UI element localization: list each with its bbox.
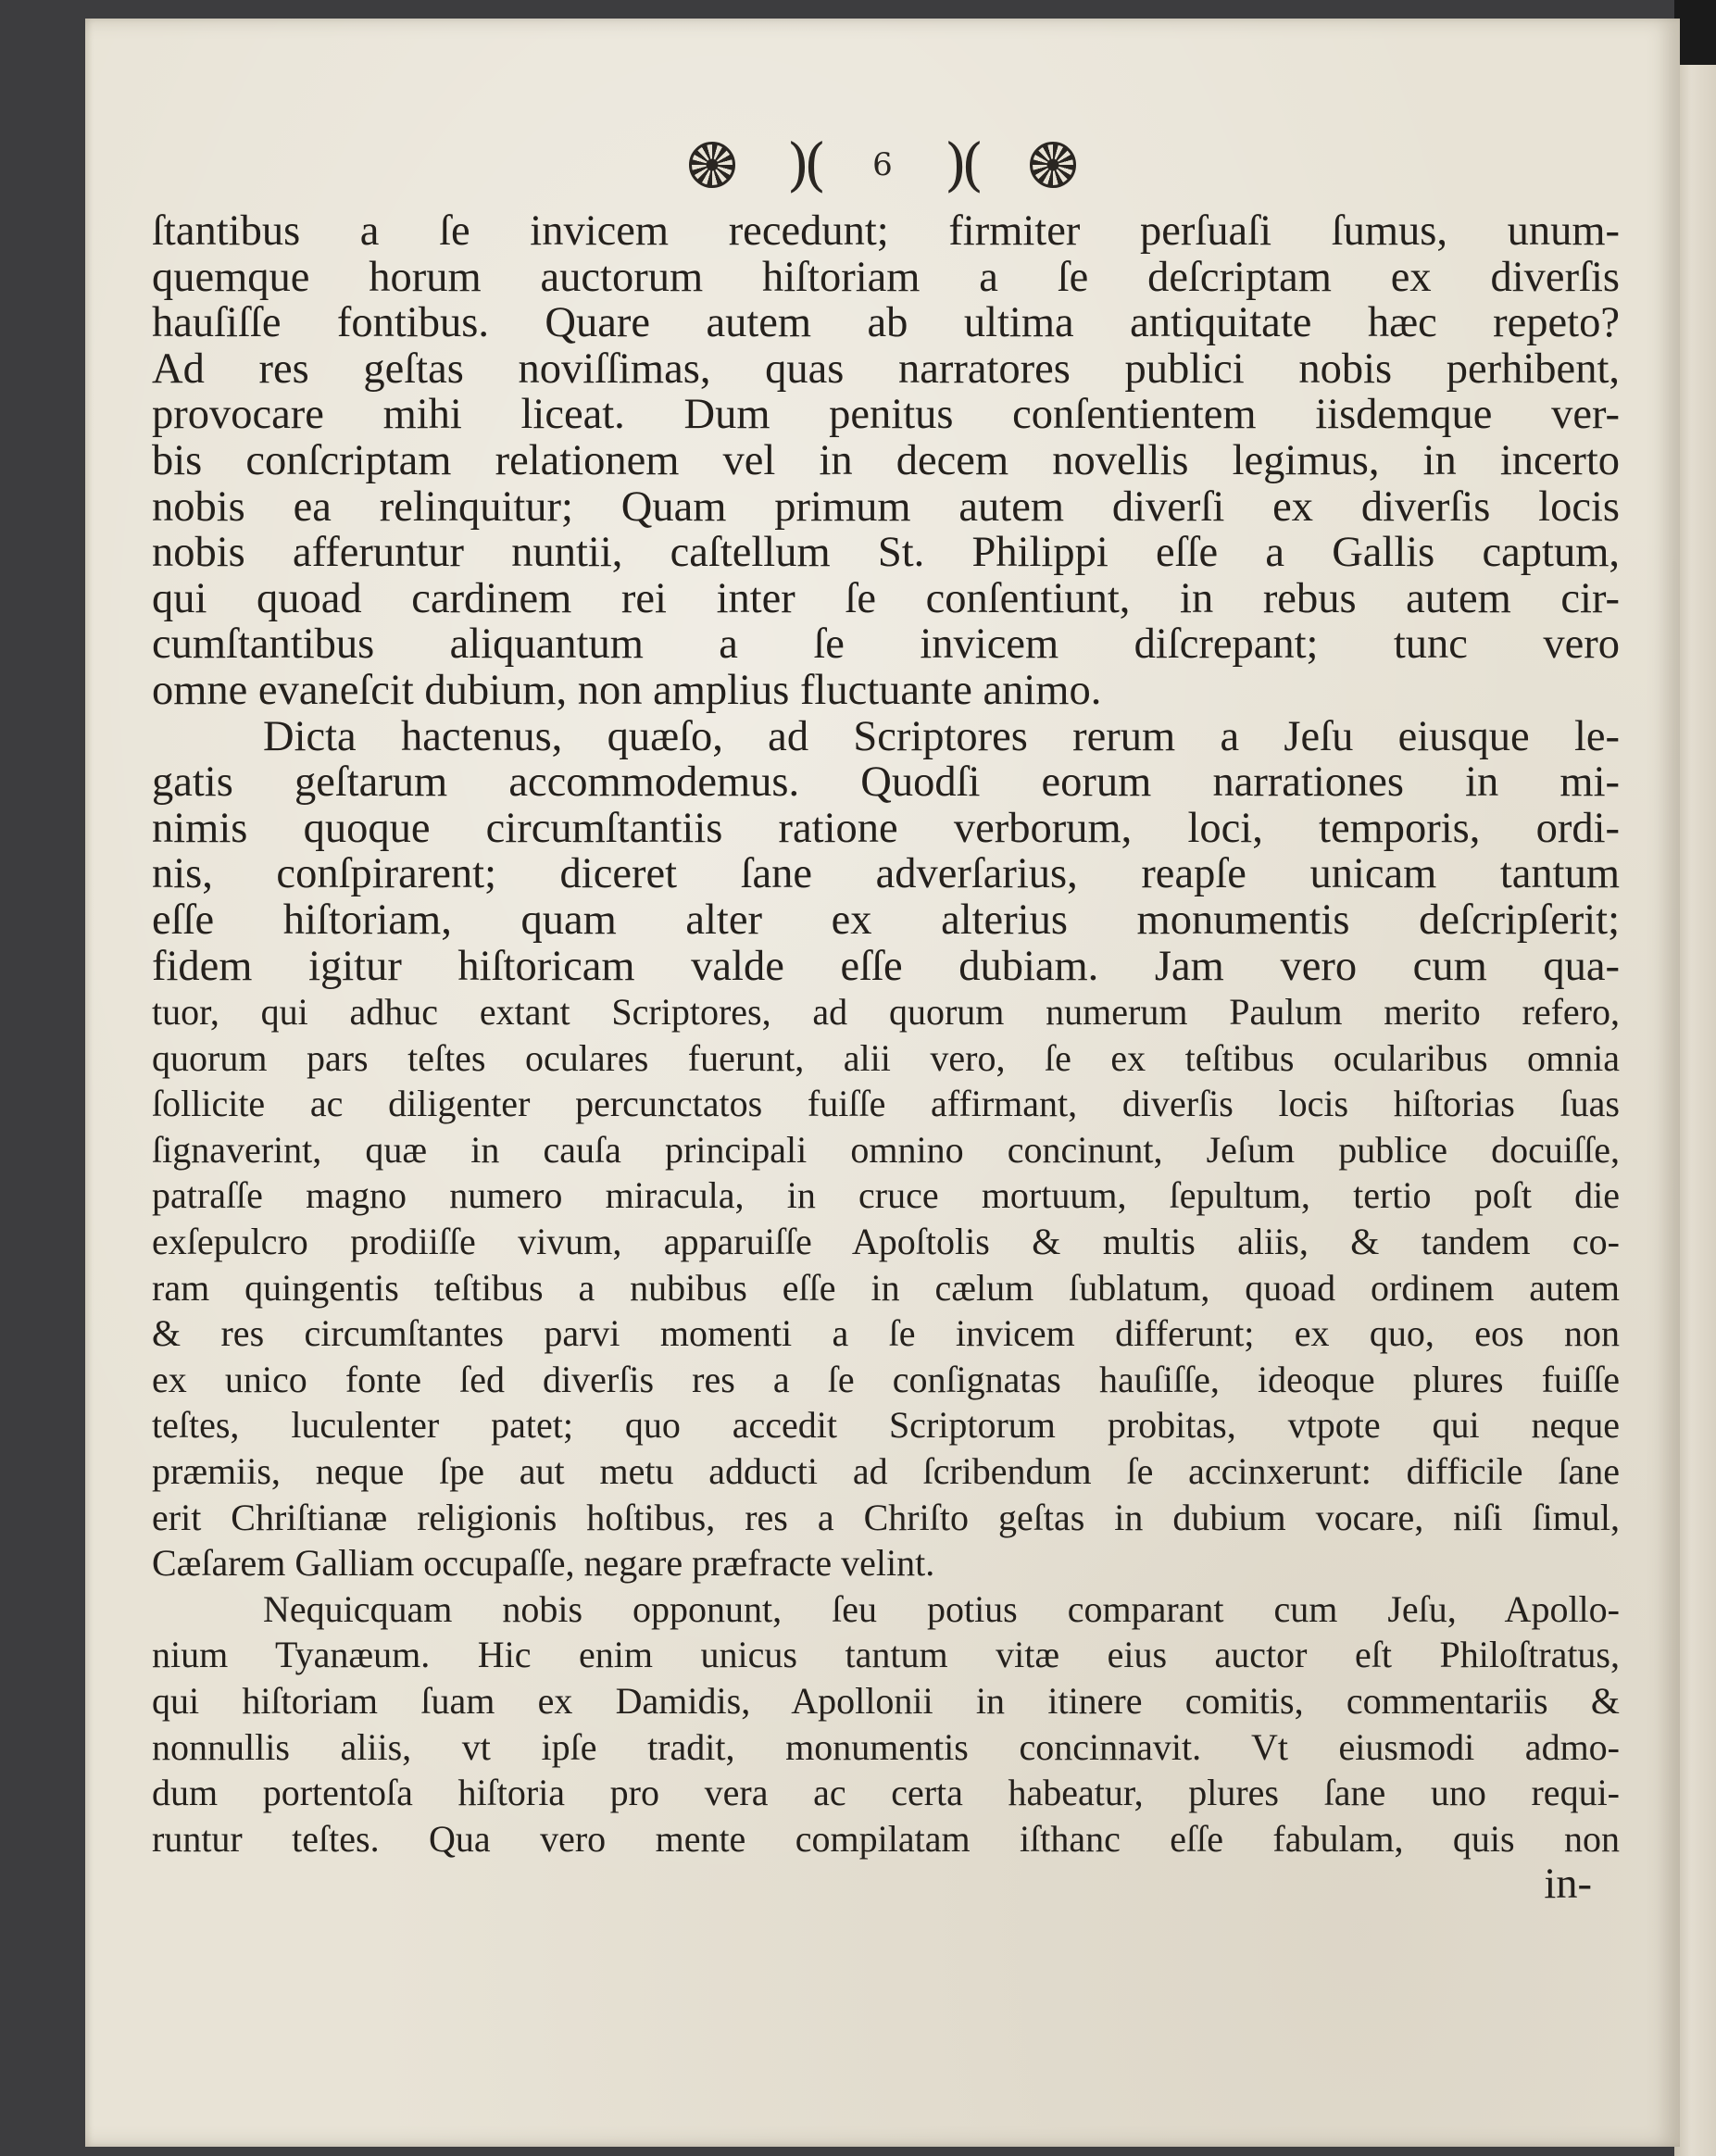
text-line: erit Chriſtianæ religionis hoſtibus, res a Chriſto geſtas in dubium vocare, niſi ſimul, <box>152 1496 1620 1538</box>
text-line: hauſiſſe fontibus. Quare autem ab ultima antiquitate hæc repeto? <box>152 300 1620 346</box>
text-line: nobis ea relinquitur; Quam primum autem diverſi ex diverſis locis <box>152 483 1620 531</box>
text-line: eſſe hiſtoriam, quam alter ex alterius monumentis deſcripſerit; <box>152 896 1620 944</box>
page-number: 6 <box>872 146 893 183</box>
text-line: quemque horum auctorum hiſtoriam a ſe deſcriptam ex diverſis <box>152 254 1620 301</box>
rosette-ornament-icon <box>689 142 735 188</box>
text-line: nonnullis aliis, vt ipſe tradit, monumentis concinnavit. Vt eiusmodi admo- <box>152 1725 1620 1768</box>
text-line: dum portentoſa hiſtoria pro vera ac certa habeatur, plures ſane uno requi- <box>152 1772 1620 1814</box>
text-line: fidem igitur hiſtoricam valde eſſe dubiam. Jam vero cum qua- <box>152 943 1620 990</box>
text-line: præmiis, neque ſpe aut metu adducti ad ſcribendum ſe accinxerunt: difficile ſane <box>152 1450 1620 1493</box>
text-line: ſignaverint, quæ in cauſa principali omnino concinunt, Jeſum publice docuiſſe, <box>152 1128 1620 1171</box>
text-line: ſtantibus a ſe invicem recedunt; firmiter perſuaſi ſumus, unum- <box>152 208 1620 255</box>
text-line: omne evaneſcit dubium, non amplius fluctuante animo. <box>152 667 1102 714</box>
text-line: Ad res geſtas noviſſimas, quas narratores publici nobis perhibent, <box>152 345 1620 393</box>
text-line: Cæſarem Galliam occupaſſe, negare præfracte velint. <box>152 1542 935 1585</box>
text-line: Nequicquam nobis opponunt, ſeu potius comparant cum Jeſu, Apollo- <box>263 1587 1620 1630</box>
page-header <box>85 128 1680 202</box>
text-line: ſollicite ac diligenter percunctatos fuiſſe affirmant, diverſis locis hiſtorias ſuas <box>152 1083 1620 1125</box>
text-line: ex unico fonte ſed diverſis res a ſe conſignatas hauſiſſe, ideoque plures fuiſſe <box>152 1358 1620 1400</box>
text-line: nobis afferuntur nuntii, caſtellum St. Philippi eſſe a Gallis captum, <box>152 530 1620 576</box>
text-line: ram quingentis teſtibus a nubibus eſſe in cælum ſublatum, quoad ordinem autem <box>152 1266 1620 1309</box>
book-page <box>85 19 1680 2147</box>
text-line: Dicta hactenus, quæſo, ad Scriptores rerum a Jeſu eiusque le- <box>263 713 1620 760</box>
text-line: & res circumſtantes parvi momenti a ſe invicem differunt; ex quo, eos non <box>152 1312 1620 1355</box>
catchword: in- <box>1544 1861 1592 1908</box>
header-bracket-right: )( <box>944 131 979 198</box>
header-bracket-left: )( <box>786 131 821 198</box>
text-line: qui quoad cardinem rei inter ſe conſentiunt, in rebus autem cir- <box>152 575 1620 622</box>
text-line: bis conſcriptam relationem vel in decem novellis legimus, in incerto <box>152 437 1620 484</box>
text-line: qui hiſtoriam ſuam ex Damidis, Apollonii in itinere comitis, commentariis & <box>152 1680 1620 1722</box>
text-line: exſepulcro prodiiſſe vivum, apparuiſſe Apoſtolis & multis aliis, & tandem co- <box>152 1221 1620 1263</box>
text-line: nium Tyanæum. Hic enim unicus tantum vitæ eius auctor eſt Philoſtratus, <box>152 1634 1620 1676</box>
text-line: gatis geſtarum accommodemus. Quodſi eorum narrationes in mi- <box>152 759 1620 806</box>
text-line: teſtes, luculenter patet; quo accedit Scriptorum probitas, vtpote qui neque <box>152 1404 1620 1447</box>
adjacent-page-edge <box>1674 0 1716 2156</box>
body-text <box>152 208 1620 1908</box>
text-line: quorum pars teſtes oculares fuerunt, alii vero, ſe ex teſtibus ocularibus omnia <box>152 1036 1620 1079</box>
text-line: runtur teſtes. Qua vero mente compilatam iſthanc eſſe fabulam, quis non <box>152 1817 1620 1860</box>
text-line: tuor, qui adhuc extant Scriptores, ad quorum numerum Paulum merito refero, <box>152 991 1620 1034</box>
text-line: patraſſe magno numero miracula, in cruce mortuum, ſepultum, tertio poſt die <box>152 1174 1620 1217</box>
rosette-ornament-icon <box>1030 142 1076 188</box>
text-line: cumſtantibus aliquantum a ſe invicem diſcrepant; tunc vero <box>152 621 1620 668</box>
text-line: nis, conſpirarent; diceret ſane adverſarius, reapſe unicam tantum <box>152 851 1620 897</box>
text-line: provocare mihi liceat. Dum penitus conſentientem iisdemque ver- <box>152 392 1620 438</box>
background-corner <box>1674 0 1716 65</box>
text-line: nimis quoque circumſtantiis ratione verborum, loci, temporis, ordi- <box>152 805 1620 852</box>
